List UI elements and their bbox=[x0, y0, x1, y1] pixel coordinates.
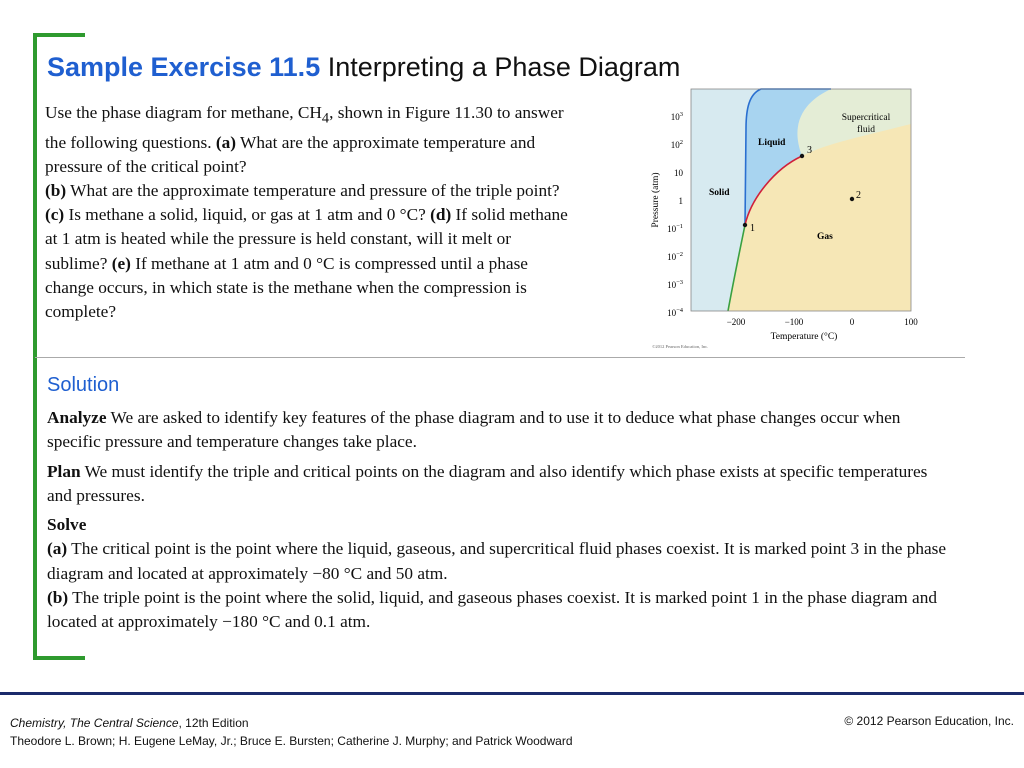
figure-copyright: ©2012 Pearson Education, Inc. bbox=[652, 344, 709, 349]
question-a-label: (a) bbox=[215, 132, 237, 152]
question-e-label: (e) bbox=[111, 253, 131, 273]
x-axis-label: Temperature (°C) bbox=[770, 332, 838, 342]
question-paragraph-2: (b) What are the approximate temperature and pressure of the triple point? (c) Is methane a solid, liquid, or gas at 1 atm and 0 °C? (d) If solid methane at 1 atm is heated while the pressure is held constant, will it melt or sublime? (e) If methane at 1 atm and 0 °C is compressed until a phase change occurs, in which state is the methane when the compression is complete? bbox=[45, 181, 568, 322]
solution-body bbox=[47, 406, 947, 635]
section-divider bbox=[35, 357, 965, 358]
question-c-label: (c) bbox=[45, 205, 65, 225]
exercise-title: Interpreting a Phase Diagram bbox=[327, 52, 681, 82]
solution-heading: Solution bbox=[47, 374, 120, 396]
x-axis-ticks bbox=[727, 317, 919, 327]
y-tick: $10^{-1}$ bbox=[667, 223, 683, 234]
footer-book: Chemistry, The Central Science, 12th Edition bbox=[10, 716, 249, 730]
y-axis-label: Pressure (atm) bbox=[651, 172, 661, 228]
point-3-marker bbox=[800, 154, 804, 158]
point-2-label: 2 bbox=[856, 190, 861, 201]
exercise-number: Sample Exercise 11.5 bbox=[47, 52, 321, 82]
point-3-label: 3 bbox=[807, 145, 812, 156]
y-tick: $10^2$ bbox=[670, 139, 683, 150]
x-tick: 0 bbox=[849, 317, 855, 327]
x-tick: −200 bbox=[726, 317, 746, 327]
region-gas-label: Gas bbox=[817, 232, 833, 242]
footer-copyright: © 2012 Pearson Education, Inc. bbox=[844, 714, 1014, 728]
point-2-marker bbox=[850, 197, 854, 201]
x-tick: 100 bbox=[904, 317, 918, 327]
region-liquid-label: Liquid bbox=[758, 138, 786, 148]
analyze-paragraph: Analyze We are asked to identify key features of the phase diagram and to use it to deduce what phase changes occur when specific pressure and temperature changes take place. bbox=[47, 408, 901, 452]
y-tick: 10 bbox=[674, 168, 683, 178]
x-tick: −100 bbox=[784, 317, 804, 327]
left-accent-bar bbox=[33, 33, 37, 660]
plan-paragraph: Plan We must identify the triple and critical points on the diagram and also identify which phase exists at specific temperatures and pressures. bbox=[47, 461, 928, 505]
region-supercritical-label-1: Supercritical bbox=[841, 113, 891, 123]
phase-diagram bbox=[646, 84, 926, 354]
slide-title bbox=[47, 52, 680, 83]
footer-authors: Theodore L. Brown; H. Eugene LeMay, Jr.; Bruce E. Bursten; Catherine J. Murphy; and Patrick Woodward bbox=[10, 734, 573, 748]
footer-rule bbox=[0, 692, 1024, 695]
point-1-label: 1 bbox=[750, 223, 755, 234]
y-tick: $10^3$ bbox=[670, 111, 683, 122]
question-d-label: (d) bbox=[430, 205, 452, 225]
y-tick: $10^{-4}$ bbox=[667, 307, 683, 318]
y-tick: 1 bbox=[678, 196, 683, 206]
bottom-accent-bar bbox=[33, 656, 85, 660]
y-tick: $10^{-2}$ bbox=[667, 251, 683, 262]
region-supercritical-label-2: fluid bbox=[857, 125, 875, 135]
top-accent-bar bbox=[33, 33, 85, 37]
question-text bbox=[45, 101, 575, 324]
solve-paragraph: Solve (a) The critical point is the point where the liquid, gaseous, and supercritical fluid phases coexist. It is marked point 3 in the phase diagram and located at approximately −80 °C and 50 atm. (b) The triple point is the point where the solid, liquid, and gaseous phases coexist. It is marked point 1 in the phase diagram and located at approximately −180 °C and 0.1 atm. bbox=[47, 515, 947, 632]
question-paragraph-1: Use the phase diagram for methane, $CH_4$, shown in Figure 11.30 to answer the following questions. (a) What are the approximate temperature and pressure of the critical point? bbox=[45, 103, 564, 176]
footer-citation bbox=[10, 714, 573, 750]
question-b-label: (b) bbox=[45, 181, 67, 201]
region-solid-label: Solid bbox=[709, 188, 730, 198]
y-tick: $10^{-3}$ bbox=[667, 279, 683, 290]
y-axis-ticks bbox=[667, 111, 684, 318]
point-1-marker bbox=[743, 223, 747, 227]
